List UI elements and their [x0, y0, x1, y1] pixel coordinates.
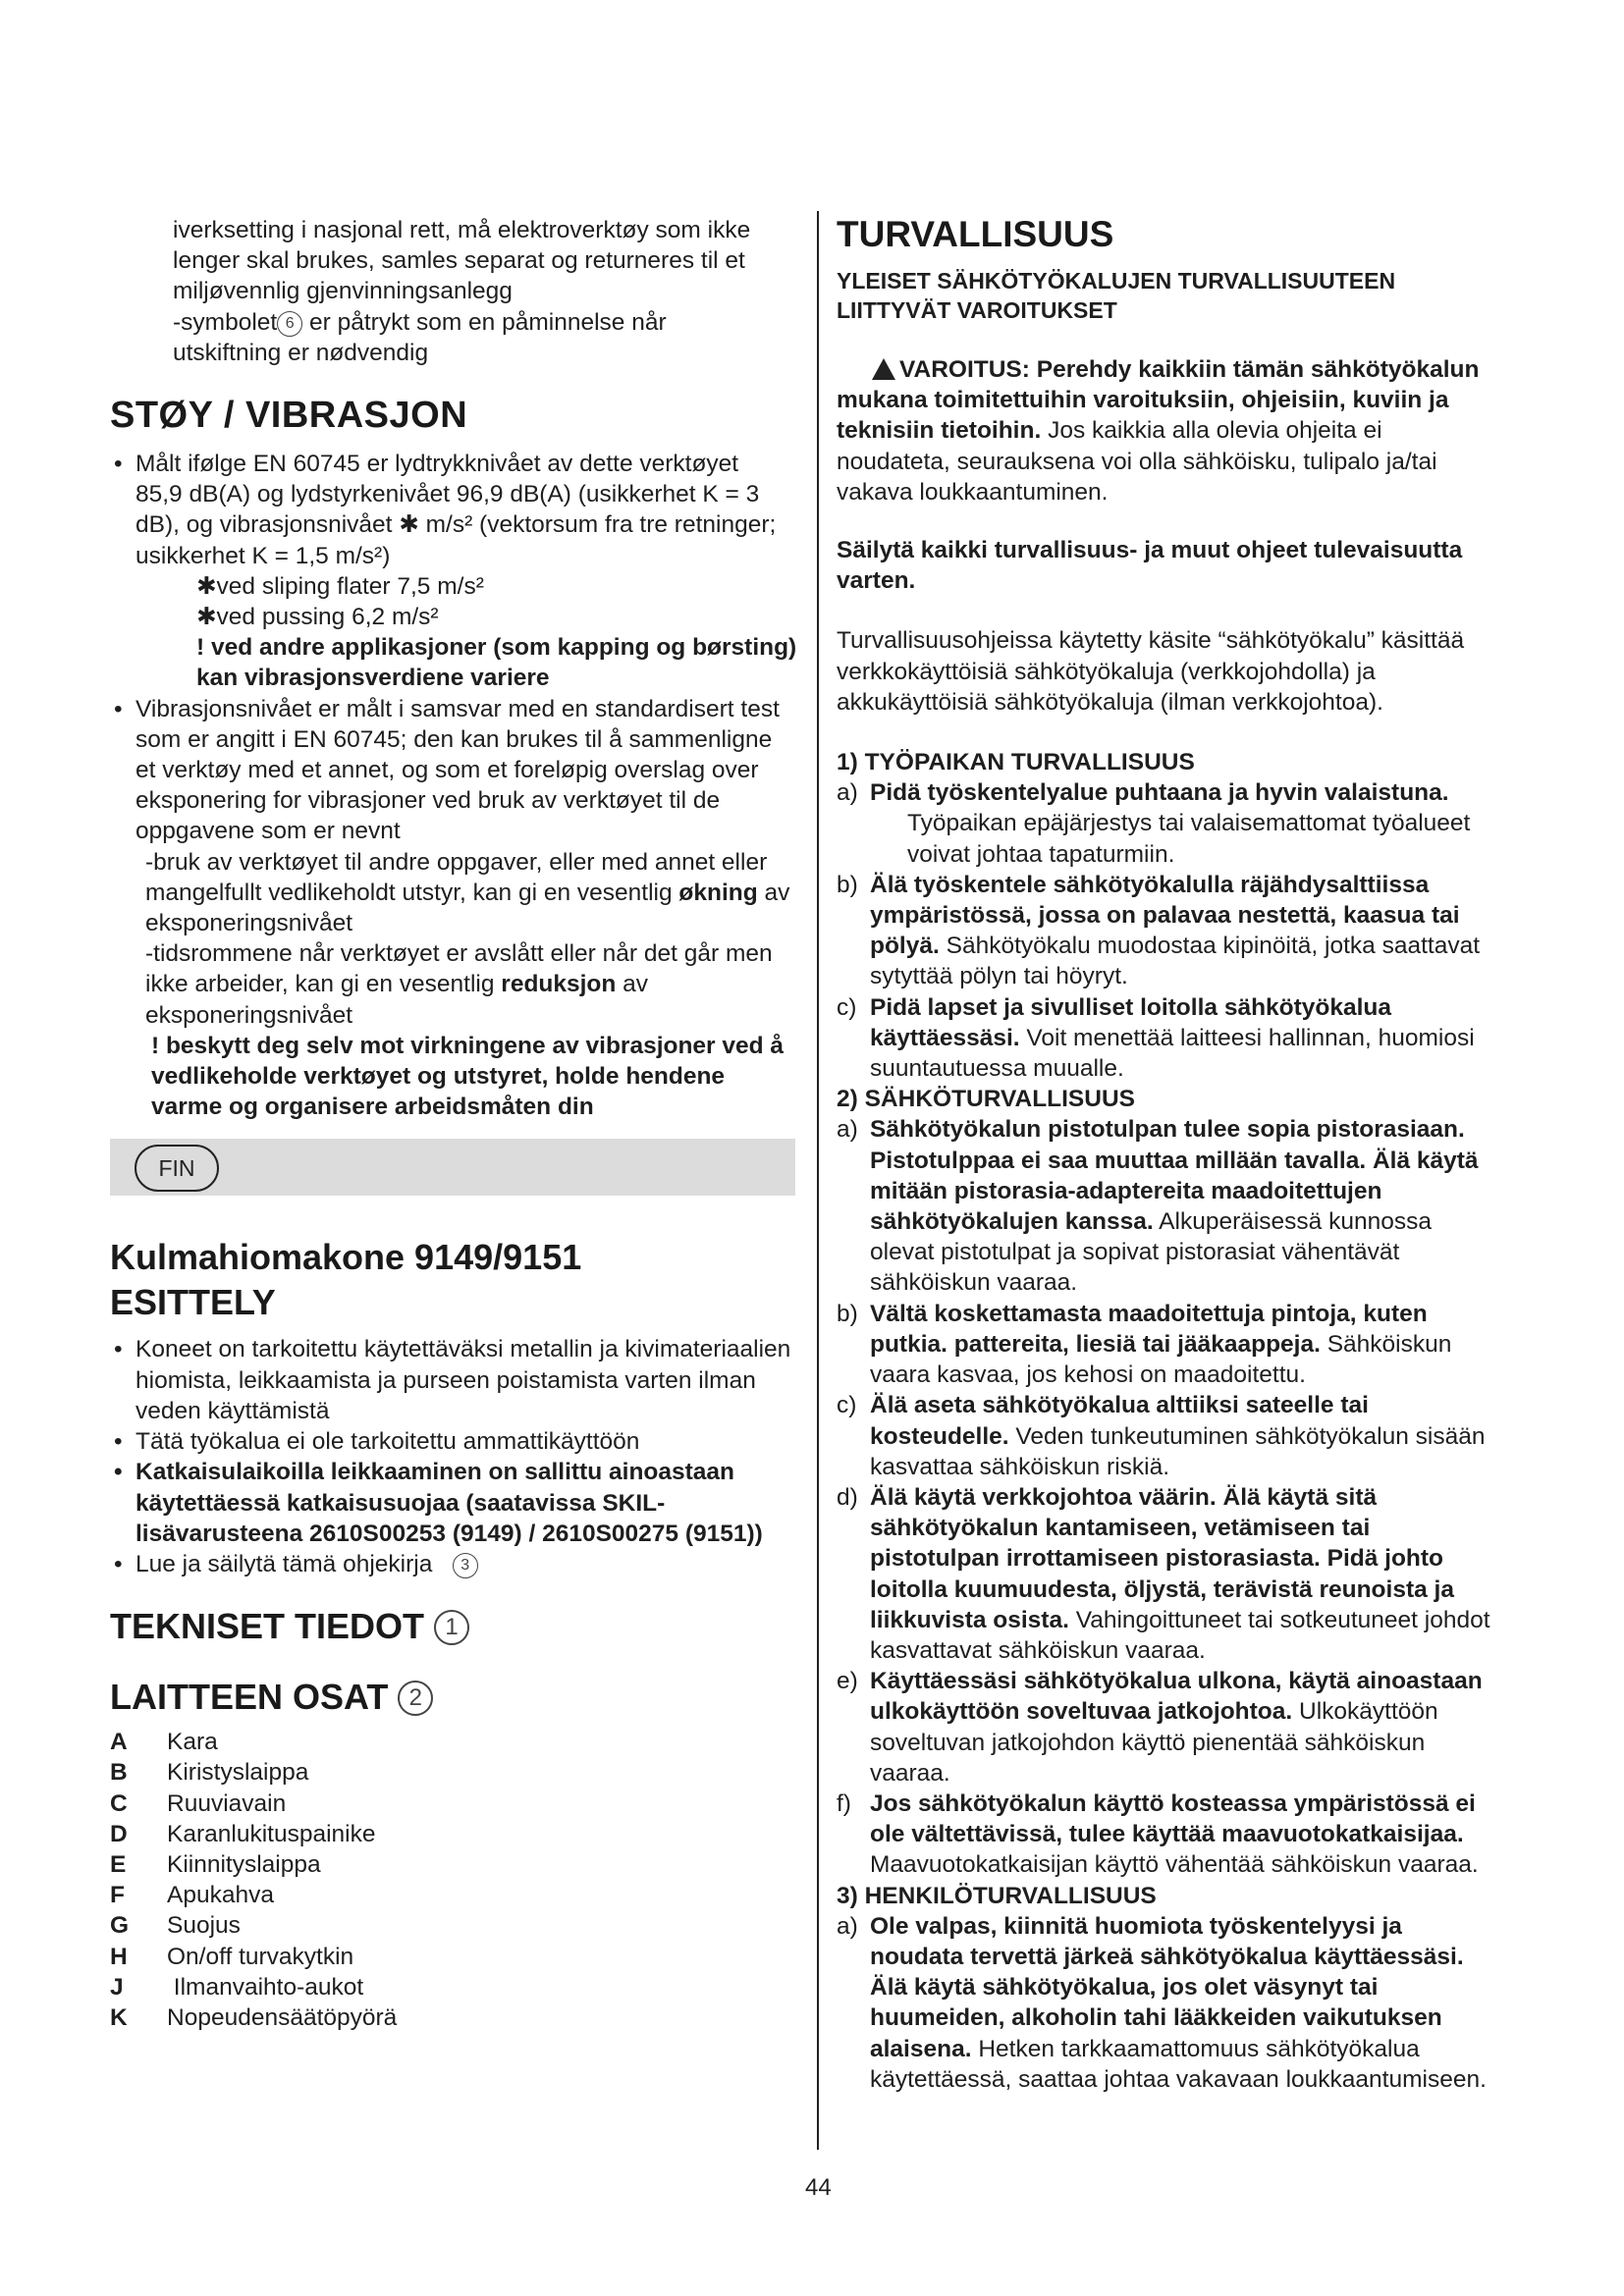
- intro-heading: ESITTELY: [110, 1282, 276, 1323]
- safety-heading: TURVALLISUUS: [837, 214, 1114, 254]
- section-heading: 3) HENKILÖTURVALLISUUS: [837, 1882, 1157, 1909]
- parts-row: F Apukahva: [110, 1882, 274, 1909]
- language-badge: FIN: [135, 1145, 219, 1192]
- list-item: • Koneet on tarkoitettu käytettäväksi metallin ja kivimateriaalien hiomista, leikkaamista ja purseen poistamista varten ilman veden käyttämistä: [110, 1334, 797, 1426]
- parts-row: B Kiristyslaippa: [110, 1759, 309, 1787]
- product-title: Kulmahiomakone 9149/9151: [110, 1237, 582, 1278]
- section-heading: 2) SÄHKÖTURVALLISUUS: [837, 1086, 1136, 1113]
- list-item: • Lue ja säilytä tämä ohjekirja 3: [110, 1549, 797, 1579]
- list-item: b) Vältä koskettamasta maadoitettuja pintoja, kuten putkia. pattereita, liesiä tai jääkaappeja. Sähköiskun vaara kasvaa, jos kehosi on maadoitettu.: [837, 1300, 1452, 1389]
- text-line: iverksetting i nasjonal rett, må elektroverktøy som ikke: [173, 217, 751, 243]
- noise-vibration-heading: STØY / VIBRASJON: [110, 395, 468, 437]
- text-line: ✱ved pussing 6,2 m/s²: [196, 604, 439, 631]
- list-item: c) Älä aseta sähkötyökalua alttiiksi sateelle tai kosteudelle. Veden tunkeutuminen sähkötyökalun sisään kasvattaa sähköiskun riskiä.: [837, 1392, 1486, 1480]
- list-item: • Vibrasjonsnivået er målt i samsvar med en standardisert test som er angitt i EN 60745; den kan brukes til å sammenligne et verktøy med et annet, og som et foreløpig overslag over eksponering for vibrasjoner ved bruk av verktøyet til de oppgavene som er nevnt -bruk av verktøyet til andre oppgaver, eller med annet eller mangelfullt vedlikeholdt utstyr, kan gi en vesentlig økning av eksponeringsnivået -tidsrommene når verktøyet er avslått eller når det går men ikke arbeider, kan gi en vesentlig reduksjon av eksponeringsnivået ! beskytt deg selv mot virkningene av vibrasjoner ved å vedlikeholde verktøyet og utstyret, holde hendene varme og organisere arbeidsmåten din: [110, 694, 797, 1123]
- parts-row: D Karanlukituspainike: [110, 1820, 376, 1847]
- safety-subheading: YLEISET SÄHKÖTYÖKALUJEN TURVALLISUUTEEN LIITTYVÄT VAROITUKSET: [837, 268, 1396, 323]
- list-item: b) Älä työskentele sähkötyökalulla räjähdysalttiissa ympäristössä, jossa on palavaa nestettä, kaasua tai pölyä. Sähkötyökalu muodostaa kipinöitä, jotka saattavat sytyttää pölyn tai höyryt.: [837, 871, 1481, 990]
- left-column: [110, 215, 797, 2033]
- callout-number: 3: [453, 1553, 478, 1578]
- warning-paragraph: VAROITUS: Perehdy kaikkiin tämän sähkötyökalun mukana toimitettuihin varoituksiin, ohjeisiin, kuviin ja teknisiin tietoihin. Jos kaikkia alla olevia ohjeita ei noudateta, seurauksena voi olla sähköisku, tulipalo ja/tai vakava loukkaantuminen.: [837, 356, 1480, 506]
- symbol-line: -symbolet 6 er påtrykt som en påminnelse når: [173, 308, 667, 336]
- parts-row: A Kara: [110, 1729, 218, 1756]
- callout-number: 6: [277, 311, 302, 337]
- parts-list: [110, 1727, 797, 2033]
- parts-heading: LAITTEEN OSAT 2: [110, 1676, 797, 1719]
- list-item: e) Käyttäessäsi sähkötyökalua ulkona, käytä ainoastaan ulkokäyttöön soveltuvaa jatkojohtoa. Ulkokäyttöön soveltuvan jatkojohdon käyttö pienentää sähköiskun vaaraa.: [837, 1668, 1483, 1787]
- parts-row: E Kiinnityslaippa: [110, 1850, 321, 1878]
- list-item: f) Jos sähkötyökalun käyttö kosteassa ympäristössä ei ole vältettävissä, tulee käyttää maavuotokatkaisijaa. Maavuotokatkaisijan käyttö vähentää sähköiskun vaaraa.: [837, 1789, 1479, 1879]
- list-item: a) Ole valpas, kiinnitä huomiota työskentelyysi ja noudata tervettä järkeä sähkötyökalua käyttäessäsi. Älä käytä sähkötyökalua, jos olet väsynyt tai huumeiden, alkoholin tahi lääkkeiden vaikutuksen alaisena. Hetken tarkkaamattomuus sähkötyökalua käytettäessä, saattaa johtaa vakavaan loukkaantumiseen.: [837, 1912, 1487, 2093]
- list-item: a) Pidä työskentelyalue puhtaana ja hyvin valaistuna. Työpaikan epäjärjestys tai valaisemattomat työalueet voivat johtaa tapaturmiin.: [837, 779, 1471, 868]
- page-number: 44: [805, 2174, 832, 2201]
- list-item: c) Pidä lapset ja sivulliset loitolla sähkötyökalua käyttäessäsi. Voit menettää laitteesi hallinnan, huomiosi suuntautuessa muualle.: [837, 993, 1475, 1083]
- list-item: • Tätä työkalua ei ole tarkoitettu ammattikäyttöön: [110, 1426, 797, 1457]
- column-divider: [817, 211, 819, 2150]
- parts-row: C Ruuviavain: [110, 1789, 287, 1817]
- parts-row: J Ilmanvaihto-aukot: [110, 1973, 364, 2001]
- parts-row: G Suojus: [110, 1912, 241, 1940]
- text-line: lenger skal brukes, samles separat og returneres til et: [173, 247, 745, 275]
- section-heading: 1) TYÖPAIKAN TURVALLISUUS: [837, 749, 1195, 776]
- disposal-text: [110, 215, 797, 368]
- text-line: miljøvennlig gjenvinningsanlegg: [173, 278, 513, 305]
- warning-text: ! ved andre applikasjoner (som kapping og børsting) kan vibrasjonsverdiene variere: [196, 634, 797, 692]
- dash-item: -bruk av verktøyet til andre oppgaver, eller med annet eller mangelfullt vedlikeholdt utstyr, kan gi en vesentlig økning av eksponeringsnivået: [145, 848, 790, 937]
- warning-text: ! beskytt deg selv mot virkningene av vibrasjoner ved å vedlikeholde verktøyet og utstyret, holde hendene varme og organisere arbeidsmåten din: [151, 1032, 785, 1121]
- warning-icon: [872, 358, 895, 380]
- text-line: ✱ved sliping flater 7,5 m/s²: [196, 572, 484, 600]
- list-item: • Målt ifølge EN 60745 er lydtrykknivået av dette verktøyet 85,9 dB(A) og lydstyrkenivået 96,9 dB(A) (usikkerhet K = 3 dB), og vibrasjonsnivået ✱ m/s² (vektorsum fra tre retninger; usikkerhet K = 1,5 m/s²) ✱ved sliping flater 7,5 m/s² ✱ved pussing 6,2 m/s² ! ved andre applikasjoner (som kapping og børsting) kan vibrasjonsverdiene variere: [110, 449, 797, 694]
- list-item: • Katkaisulaikoilla leikkaaminen on sallittu ainoastaan käytettäessä katkaisusuojaa (saatavissa SKIL-lisävarusteena 2610S00253 (9149) / 2610S00275 (9151)): [110, 1457, 797, 1549]
- list-item: d) Älä käytä verkkojohtoa väärin. Älä käytä sitä sähkötyökalun kantamiseen, vetämiseen tai pistotulpan irrottamiseen pistorasiasta. Pidä johto loitolla kuumuudesta, öljystä, terävistä reunoista ja liikkuvista osista. Vahingoittuneet tai sotkeutuneet johdot kasvattavat sähköiskun vaaraa.: [837, 1483, 1490, 1664]
- tech-data-heading: TEKNISET TIEDOT 1: [110, 1605, 797, 1648]
- term-definition: Turvallisuusohjeissa käytetty käsite “sähkötyökalu” käsittää verkkokäyttöisiä sähkötyökaluja (verkkojohdolla) ja akkukäyttöisiä sähkötyökaluja (ilman verkkojohtoa).: [837, 627, 1465, 716]
- text-line: utskiftning er nødvendig: [173, 339, 429, 366]
- dash-item: -tidsrommene når verktøyet er avslått eller når det går men ikke arbeider, kan gi en vesentlig reduksjon av eksponeringsnivået: [145, 940, 773, 1029]
- list-item: a) Sähkötyökalun pistotulpan tulee sopia pistorasiaan. Pistotulppaa ei saa muuttaa millään tavalla. Älä käytä mitään pistorasia-adaptereita maadoitettujen sähkötyökalujen kanssa. Alkuperäisessä kunnossa olevat pistotulpat ja sopivat pistorasiat vähentävät sähköiskun vaaraa.: [837, 1116, 1479, 1297]
- right-column: [837, 215, 1494, 2095]
- parts-row: K Nopeudensäätöpyörä: [110, 2003, 398, 2031]
- keep-instructions: Säilytä kaikki turvallisuus- ja muut ohjeet tulevaisuutta varten.: [837, 537, 1463, 595]
- parts-row: H On/off turvakytkin: [110, 1943, 354, 1970]
- callout-number: 2: [398, 1681, 433, 1716]
- callout-number: 1: [434, 1610, 469, 1645]
